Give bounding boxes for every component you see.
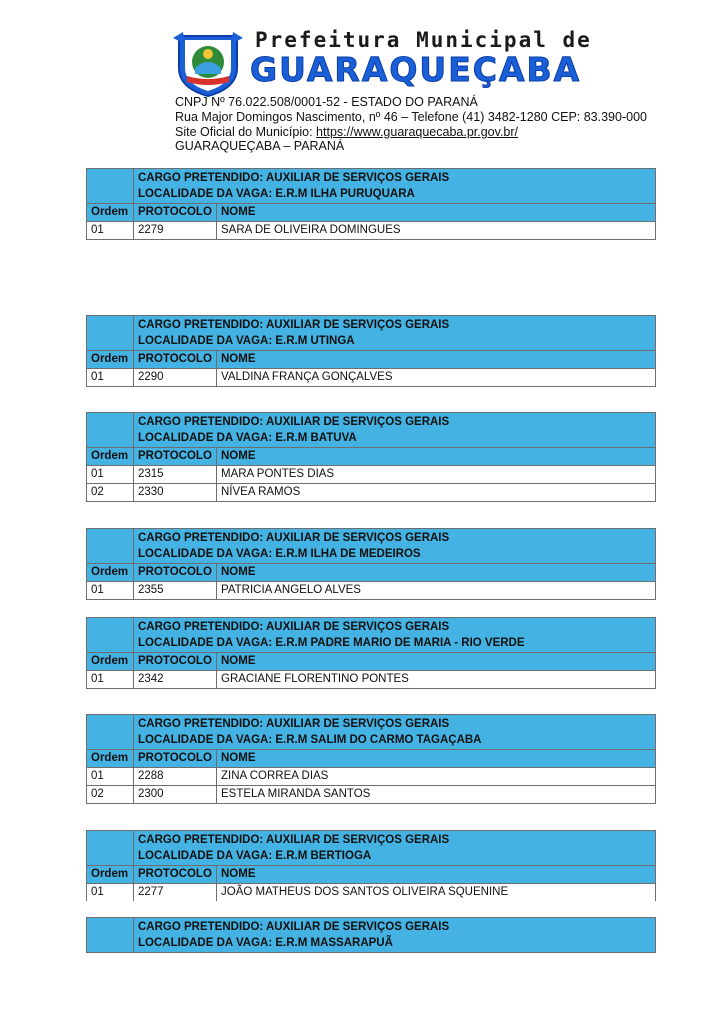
nome-cell: GRACIANE FLORENTINO PONTES bbox=[217, 671, 656, 689]
blank-cell bbox=[87, 169, 134, 204]
ordem-cell: 02 bbox=[87, 484, 134, 502]
localidade-label: LOCALIDADE DA VAGA: E.R.M BERTIOGA bbox=[138, 850, 372, 862]
cargo-label: CARGO PRETENDIDO: AUXILIAR DE SERVIÇOS GERAIS bbox=[138, 172, 450, 184]
nome-cell: VALDINA FRANÇA GONÇALVES bbox=[217, 369, 656, 387]
header-site-link[interactable]: https://www.guaraquecaba.pr.gov.br/ bbox=[316, 125, 519, 139]
blank-cell bbox=[87, 618, 134, 653]
vacancy-heading bbox=[134, 918, 656, 953]
col-nome: NOME bbox=[217, 653, 656, 671]
vacancy-table bbox=[86, 528, 656, 600]
col-ordem: Ordem bbox=[87, 653, 134, 671]
col-protocolo: PROTOCOLO bbox=[134, 750, 217, 768]
vacancy-heading bbox=[134, 715, 656, 750]
vacancy-table bbox=[86, 714, 656, 804]
cargo-label: CARGO PRETENDIDO: AUXILIAR DE SERVIÇOS GERAIS bbox=[138, 921, 450, 933]
vacancy-heading bbox=[134, 831, 656, 866]
vacancy-table bbox=[86, 830, 656, 901]
letterhead bbox=[0, 0, 724, 160]
col-protocolo: PROTOCOLO bbox=[134, 448, 217, 466]
blank-cell bbox=[87, 918, 134, 953]
col-ordem: Ordem bbox=[87, 351, 134, 369]
protocolo-cell: 2315 bbox=[134, 466, 217, 484]
vacancy-heading bbox=[134, 316, 656, 351]
protocolo-cell: 2355 bbox=[134, 582, 217, 600]
col-nome: NOME bbox=[217, 351, 656, 369]
col-protocolo: PROTOCOLO bbox=[134, 653, 217, 671]
blank-cell bbox=[87, 316, 134, 351]
col-protocolo: PROTOCOLO bbox=[134, 204, 217, 222]
vacancy-heading bbox=[134, 529, 656, 564]
nome-cell: JOÃO MATHEUS DOS SANTOS OLIVEIRA SQUENINE bbox=[217, 884, 656, 902]
table-row bbox=[87, 582, 656, 600]
protocolo-cell: 2279 bbox=[134, 222, 217, 240]
vacancy-table bbox=[86, 315, 656, 387]
col-ordem: Ordem bbox=[87, 448, 134, 466]
vacancy-heading bbox=[134, 618, 656, 653]
header-city-state: GUARAQUEÇABA – PARANÁ bbox=[175, 139, 345, 153]
col-protocolo: PROTOCOLO bbox=[134, 564, 217, 582]
blank-cell bbox=[87, 529, 134, 564]
col-ordem: Ordem bbox=[87, 204, 134, 222]
col-ordem: Ordem bbox=[87, 866, 134, 884]
vacancy-heading bbox=[134, 169, 656, 204]
localidade-label: LOCALIDADE DA VAGA: E.R.M ILHA PURUQUARA bbox=[138, 188, 415, 200]
protocolo-cell: 2290 bbox=[134, 369, 217, 387]
protocolo-cell: 2342 bbox=[134, 671, 217, 689]
table-row bbox=[87, 484, 656, 502]
nome-cell: MARA PONTES DIAS bbox=[217, 466, 656, 484]
nome-cell: PATRICIA ANGELO ALVES bbox=[217, 582, 656, 600]
col-nome: NOME bbox=[217, 866, 656, 884]
col-ordem: Ordem bbox=[87, 564, 134, 582]
ordem-cell: 01 bbox=[87, 768, 134, 786]
cargo-label: CARGO PRETENDIDO: AUXILIAR DE SERVIÇOS GERAIS bbox=[138, 532, 450, 544]
vacancy-table bbox=[86, 617, 656, 689]
header-city-name: GUARAQUEÇABA bbox=[250, 50, 582, 89]
cargo-label: CARGO PRETENDIDO: AUXILIAR DE SERVIÇOS GERAIS bbox=[138, 416, 450, 428]
ordem-cell: 01 bbox=[87, 884, 134, 902]
localidade-label: LOCALIDADE DA VAGA: E.R.M MASSARAPUÃ bbox=[138, 937, 393, 949]
protocolo-cell: 2300 bbox=[134, 786, 217, 804]
localidade-label: LOCALIDADE DA VAGA: E.R.M ILHA DE MEDEIROS bbox=[138, 548, 421, 560]
col-ordem: Ordem bbox=[87, 750, 134, 768]
blank-cell bbox=[87, 413, 134, 448]
protocolo-cell: 2330 bbox=[134, 484, 217, 502]
cargo-label: CARGO PRETENDIDO: AUXILIAR DE SERVIÇOS GERAIS bbox=[138, 718, 450, 730]
municipal-crest-icon bbox=[173, 30, 243, 98]
localidade-label: LOCALIDADE DA VAGA: E.R.M BATUVA bbox=[138, 432, 357, 444]
blank-cell bbox=[87, 831, 134, 866]
ordem-cell: 01 bbox=[87, 369, 134, 387]
ordem-cell: 01 bbox=[87, 582, 134, 600]
col-nome: NOME bbox=[217, 564, 656, 582]
nome-cell: ZINA CORREA DIAS bbox=[217, 768, 656, 786]
protocolo-cell: 2277 bbox=[134, 884, 217, 902]
table-row bbox=[87, 884, 656, 902]
col-nome: NOME bbox=[217, 448, 656, 466]
header-line1: Prefeitura Municipal de bbox=[255, 28, 592, 52]
vacancy-heading bbox=[134, 413, 656, 448]
ordem-cell: 02 bbox=[87, 786, 134, 804]
protocolo-cell: 2288 bbox=[134, 768, 217, 786]
table-row bbox=[87, 671, 656, 689]
header-address: Rua Major Domingos Nascimento, nº 46 – Telefone (41) 3482-1280 CEP: 83.390-000 bbox=[175, 110, 647, 124]
localidade-label: LOCALIDADE DA VAGA: E.R.M PADRE MARIO DE MARIA - RIO VERDE bbox=[138, 637, 525, 649]
ordem-cell: 01 bbox=[87, 466, 134, 484]
table-row bbox=[87, 369, 656, 387]
col-nome: NOME bbox=[217, 750, 656, 768]
header-site bbox=[175, 125, 518, 139]
localidade-label: LOCALIDADE DA VAGA: E.R.M UTINGA bbox=[138, 335, 355, 347]
col-protocolo: PROTOCOLO bbox=[134, 351, 217, 369]
table-row bbox=[87, 786, 656, 804]
table-row bbox=[87, 222, 656, 240]
cargo-label: CARGO PRETENDIDO: AUXILIAR DE SERVIÇOS GERAIS bbox=[138, 834, 450, 846]
header-cnpj: CNPJ Nº 76.022.508/0001-52 - ESTADO DO PARANÁ bbox=[175, 95, 478, 109]
vacancy-table bbox=[86, 917, 656, 953]
table-row bbox=[87, 466, 656, 484]
header-site-label: Site Oficial do Município: bbox=[175, 125, 317, 139]
localidade-label: LOCALIDADE DA VAGA: E.R.M SALIM DO CARMO TAGAÇABA bbox=[138, 734, 482, 746]
cargo-label: CARGO PRETENDIDO: AUXILIAR DE SERVIÇOS GERAIS bbox=[138, 621, 450, 633]
nome-cell: ESTELA MIRANDA SANTOS bbox=[217, 786, 656, 804]
vacancy-table bbox=[86, 412, 656, 502]
col-nome: NOME bbox=[217, 204, 656, 222]
ordem-cell: 01 bbox=[87, 222, 134, 240]
blank-cell bbox=[87, 715, 134, 750]
nome-cell: SARA DE OLIVEIRA DOMINGUES bbox=[217, 222, 656, 240]
ordem-cell: 01 bbox=[87, 671, 134, 689]
nome-cell: NÍVEA RAMOS bbox=[217, 484, 656, 502]
cargo-label: CARGO PRETENDIDO: AUXILIAR DE SERVIÇOS GERAIS bbox=[138, 319, 450, 331]
table-row bbox=[87, 768, 656, 786]
col-protocolo: PROTOCOLO bbox=[134, 866, 217, 884]
vacancy-table bbox=[86, 168, 656, 240]
